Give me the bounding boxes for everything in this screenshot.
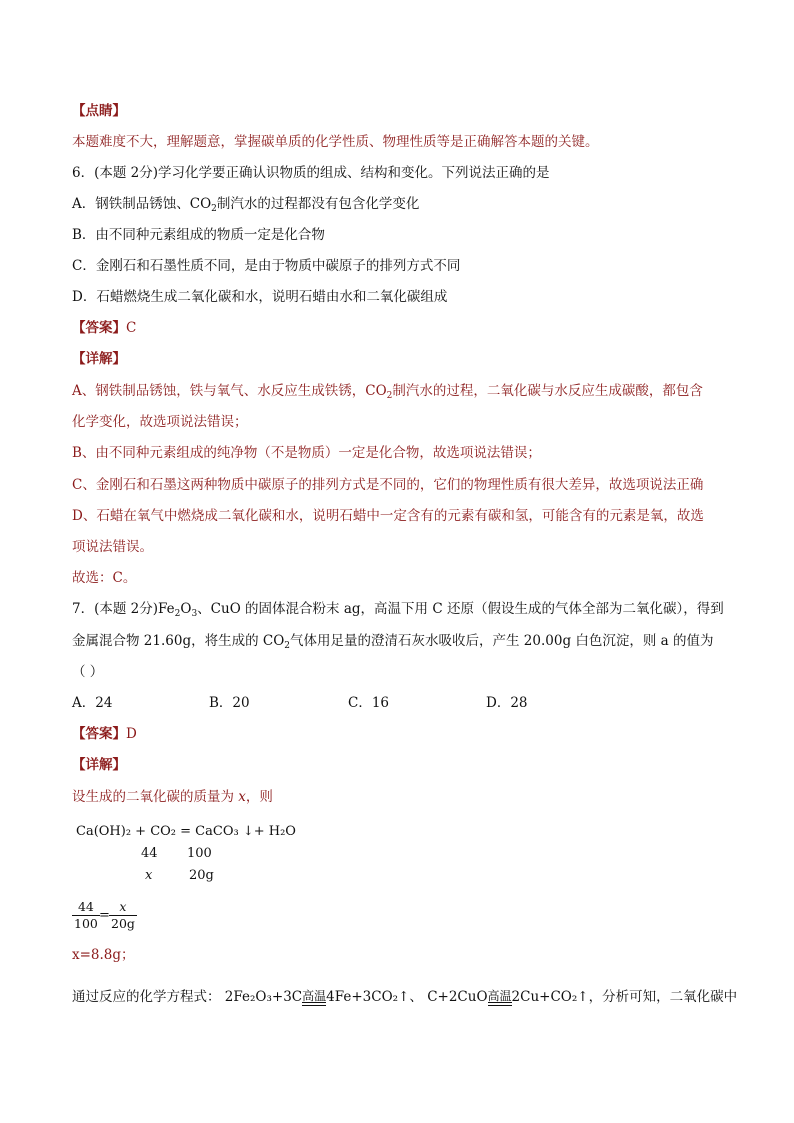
q7-option-c: C．16 [348, 695, 390, 711]
q6-detail-a2: 化学变化，故选项说法错误； [72, 414, 248, 430]
q7-reaction1-right: 4Fe+3CO₂↑、 [326, 989, 423, 1005]
q6-detail-b: B、由不同种元素组成的纯净物（不是物质）一定是化合物，故选项说法错误； [72, 445, 541, 461]
q6-detail-c: C、金刚石和石墨这两种物质中碳原子的排列方式是不同的，它们的物理性质有很大差异，故选项说法正确 [72, 477, 704, 493]
q6-detail-label: 【详解】 [72, 351, 126, 367]
q6-detail-a1-sub: 2 [386, 391, 393, 401]
q6-stem: 6．(本题 2分)学习化学要正确认识物质的组成、结构和变化。下列说法正确的是 [72, 165, 550, 181]
q6-option-a-post: 制汽水的过程都没有包含化学变化 [216, 196, 420, 212]
q6-option-c: C．金刚石和石墨性质不同，是由于物质中碳原子的排列方式不同 [72, 258, 461, 274]
q6-option-d: D．石蜡燃烧生成二氧化碳和水，说明石蜡由水和二氧化碳组成 [72, 289, 448, 305]
q7-answer [72, 725, 137, 743]
q7-reaction-line [72, 988, 737, 1006]
q7-fraction-equals: = [99, 908, 110, 923]
q7-fraction-2-den: 20g [111, 916, 135, 931]
q7-fraction-2 [109, 900, 137, 931]
q7-reaction1-condition [302, 990, 326, 1006]
dianjing-label: 【点睛】 [72, 103, 126, 119]
q6-detail-a1-post: 制汽水的过程，二氧化碳与水反应生成碳酸，都包含 [392, 383, 703, 399]
q7-stem1-sub2: 3 [191, 609, 198, 619]
q6-detail-d2: 项说法错误。 [72, 539, 153, 555]
q7-stem2-post: 气体用足量的澄清石灰水吸收后，产生 20.00g 白色沉淀，则 a 的值为 [290, 633, 714, 649]
q7-reaction1-left: 2Fe₂O₃+3C [224, 989, 303, 1005]
q7-option-a: A．24 [72, 695, 113, 711]
q7-detail-label: 【详解】 [72, 757, 126, 773]
q7-fraction-2-num: x [109, 900, 137, 916]
q6-option-b: B．由不同种元素组成的物质一定是化合物 [72, 227, 325, 243]
q7-reaction1-cond-text: 高温 [302, 989, 327, 1003]
q7-reaction2-cond-text: 高温 [487, 989, 512, 1003]
q7-stem1-pre: 7．(本题 2分)Fe [72, 601, 175, 617]
q7-option-b: B．20 [209, 695, 250, 711]
q7-setup-post: ，则 [245, 789, 273, 805]
q7-fraction-1 [72, 900, 100, 931]
q6-conclusion: 故选：C。 [72, 570, 137, 586]
dianjing-text: 本题难度不大，理解题意，掌握碳单质的化学性质、物理性质等是正确解答本题的关键。 [72, 134, 599, 150]
q6-detail-d1: D、石蜡在氧气中燃烧成二氧化碳和水，说明石蜡中一定含有的元素有碳和氢，可能含有的元素是氧，故选 [72, 508, 704, 524]
q7-setup [72, 788, 273, 806]
q7-setup-var: x [238, 789, 246, 805]
q6-detail-a1-pre: A、钢铁制品锈蚀，铁与氧气、水反应生成铁锈，CO [72, 383, 387, 399]
q6-option-a-pre: A．钢铁制品锈蚀、CO [72, 196, 212, 212]
q6-detail-a1 [72, 382, 703, 405]
q6-option-a [72, 195, 419, 218]
q7-equation: Ca(OH)₂ + CO₂ = CaCO₃ ↓+ H₂O [76, 824, 296, 839]
q7-reaction2-condition [488, 990, 512, 1006]
q7-var-caco3: 20g [189, 868, 214, 883]
q7-stem1-mid: O [180, 601, 192, 617]
q7-stem1-sub1: 2 [174, 609, 181, 619]
q7-stem2-sub: 2 [284, 641, 291, 651]
q7-mass-co2: 44 [141, 846, 158, 861]
q7-fraction-1-num: 44 [72, 900, 100, 916]
q7-option-d: D．28 [486, 695, 528, 711]
q7-mass-caco3: 100 [187, 846, 212, 861]
q7-answer-value: D [126, 726, 137, 742]
q6-answer-label: 【答案】 [72, 320, 126, 336]
q7-stem-line1 [72, 600, 724, 623]
q7-fraction-1-den: 100 [74, 916, 98, 931]
q7-stem-line3: （ ） [72, 664, 104, 680]
q7-stem2-pre: 金属混合物 21.60g，将生成的 CO [72, 633, 285, 649]
q7-stem-line2 [72, 632, 714, 655]
q7-result: x=8.8g； [72, 947, 135, 963]
q7-reaction2-right: 2Cu+CO₂↑ [511, 989, 589, 1005]
q6-answer [72, 319, 136, 337]
q7-reaction-intro: 通过反应的化学方程式： [72, 989, 221, 1005]
q7-setup-pre: 设生成的二氧化碳的质量为 [72, 789, 239, 805]
q7-var-co2: x [145, 868, 153, 883]
q7-reaction-tail: ，分析可知，二氧化碳中 [588, 989, 738, 1005]
q6-option-a-sub: 2 [211, 204, 217, 214]
q6-answer-value: C [126, 320, 137, 336]
q7-reaction2-left: C+2CuO [427, 989, 488, 1005]
q7-answer-label: 【答案】 [72, 726, 126, 742]
q7-stem1-post: 、CuO 的固体混合粉末 ag，高温下用 C 还原（假设生成的气体全部为二氧化碳），得到 [197, 601, 724, 617]
